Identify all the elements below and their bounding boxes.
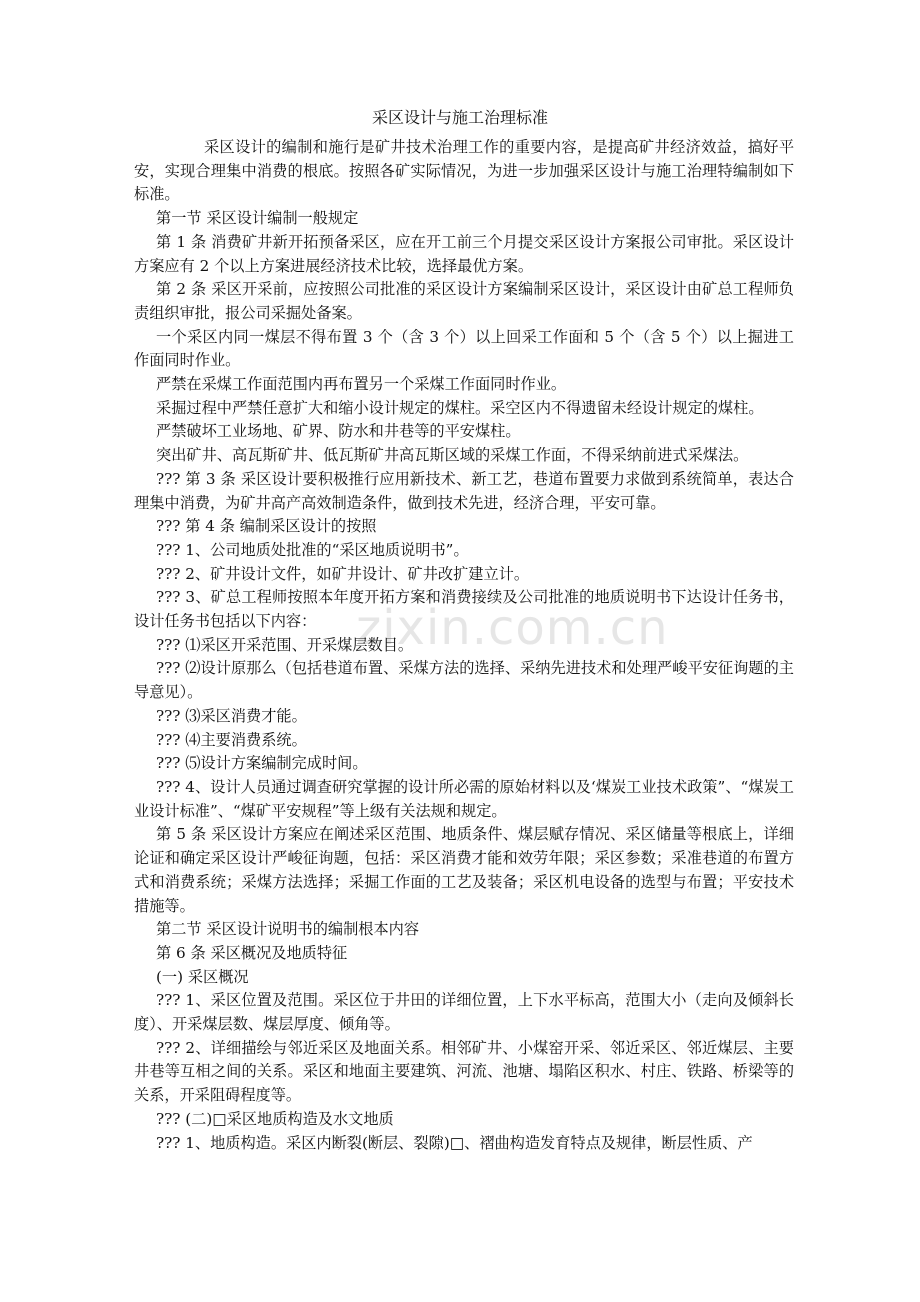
list-item: ??? 2、矿井设计文件，如矿井设计、矿井改扩建立计。: [156, 564, 530, 583]
list-item: ??? 4、设计人员通过调查研究掌握的设计所必需的原始材料以及‘煤炭工业技术政策”、“煤炭工业设计标准”、“煤矿平安规程”等上级有关法规和规定。: [134, 777, 794, 820]
paragraph: 第 2 条 采区开采前，应按照公司批准的采区设计方案编制采区设计，采区设计由矿总工程师负责组织审批，报公司采掘处备案。: [134, 280, 794, 322]
watermark: zixin.com.cn: [356, 600, 669, 656]
list-item: ??? ⑶采区消费才能。: [156, 706, 307, 725]
list-item: ??? ⑷主要消费系统。: [156, 730, 307, 749]
paragraph: 第 6 条 采区概况及地质特征: [156, 943, 348, 962]
paragraph: 严禁在采煤工作面范围内再布置另一个采煤工作面同时作业。: [156, 375, 567, 394]
list-item: ??? 1、地质构造。采区内断裂(断层、裂隙)□、褶曲构造发育特点及规律，断层性质、产: [156, 1133, 753, 1152]
paragraph: 突出矿井、高瓦斯矿井、低瓦斯矿井高瓦斯区域的采煤工作面，不得采纳前进式采煤法。: [156, 446, 749, 465]
paragraph: 严禁破坏工业场地、矿界、防水和井巷等的平安煤柱。: [156, 422, 521, 441]
list-item: ??? ⑵设计原那么（包括巷道布置、采煤方法的选择、采纳先进技术和处理严峻平安征询题的主导意见）。: [134, 659, 794, 702]
paragraph-intro: 采区设计的编制和施行是矿井技术治理工作的重要内容，是提高矿井经济效益，搞好平安，实现合理集中消费的根底。按照各矿实际情况，为进一步加强采区设计与施工治理特编制如下标准。: [134, 138, 794, 204]
paragraph: 采掘过程中严禁任意扩大和缩小设计规定的煤柱。采空区内不得遗留未经设计规定的煤柱。: [156, 398, 764, 417]
paragraph: 第 1 条 消费矿井新开拓预备采区，应在开工前三个月提交采区设计方案报公司审批。采区设计方案应有 2 个以上方案进展经济技术比较，选择最优方案。: [134, 232, 794, 275]
section-heading: 第二节 采区设计说明书的编制根本内容: [156, 920, 420, 939]
list-item: ??? 1、采区位置及范围。采区位于井田的详细位置，上下水平标高，范围大小（走向及倾斜长度）、开采煤层数、煤层厚度、倾角等。: [134, 991, 794, 1034]
list-item: ??? 3、矿总工程师按照本年度开拓方案和消费接续及公司批准的地质说明书下达设计任务书，设计任务书包括以下内容：: [134, 588, 794, 631]
document-title: 采区设计与施工治理标准: [371, 108, 548, 127]
subsection-heading: ??? (二)□采区地质构造及水文地质: [156, 1109, 394, 1128]
section-heading: 第一节 采区设计编制一般规定: [156, 209, 359, 228]
list-item: ??? 2、详细描绘与邻近采区及地面关系。相邻矿井、小煤窑开采、邻近采区、邻近煤层、主要井巷等互相之间的关系。采区和地面主要建筑、河流、池塘、塌陷区积水、村庄、铁路、桥梁等的关系，开采阻碍程度等。: [134, 1038, 794, 1105]
paragraph: 第 5 条 采区设计方案应在阐述采区范围、地质条件、煤层赋存情况、采区储量等根底上，详细论证和确定采区设计严峻征询题，包括：采区消费才能和效劳年限；采区参数；采准巷道的布置方式和消费系统；采煤方法选择；采掘工作面的工艺及装备；采区机电设备的选型与布置；平安技术措施等。: [134, 825, 794, 915]
list-item: ??? ⑸设计方案编制完成时间。: [156, 754, 368, 773]
list-item: ??? ⑴采区开采范围、开采煤层数目。: [156, 635, 414, 654]
paragraph: ??? 第 4 条 编制采区设计的按照: [156, 517, 377, 536]
paragraph: ??? 第 3 条 采区设计要积极推行应用新技术、新工艺，巷道布置要力求做到系统简单，表达合理集中消费，为矿井高产高效制造条件，做到技术先进，经济合理，平安可靠。: [134, 469, 794, 512]
subsection-heading: (一) 采区概况: [156, 967, 249, 986]
document-body: [134, 136, 794, 1155]
list-item: ??? 1、公司地质处批准的“采区地质说明书”。: [156, 540, 469, 559]
paragraph: 一个采区内同一煤层不得布置 3 个（含 3 个）以上回采工作面和 5 个（含 5 个）以上掘进工作面同时作业。: [134, 327, 794, 370]
